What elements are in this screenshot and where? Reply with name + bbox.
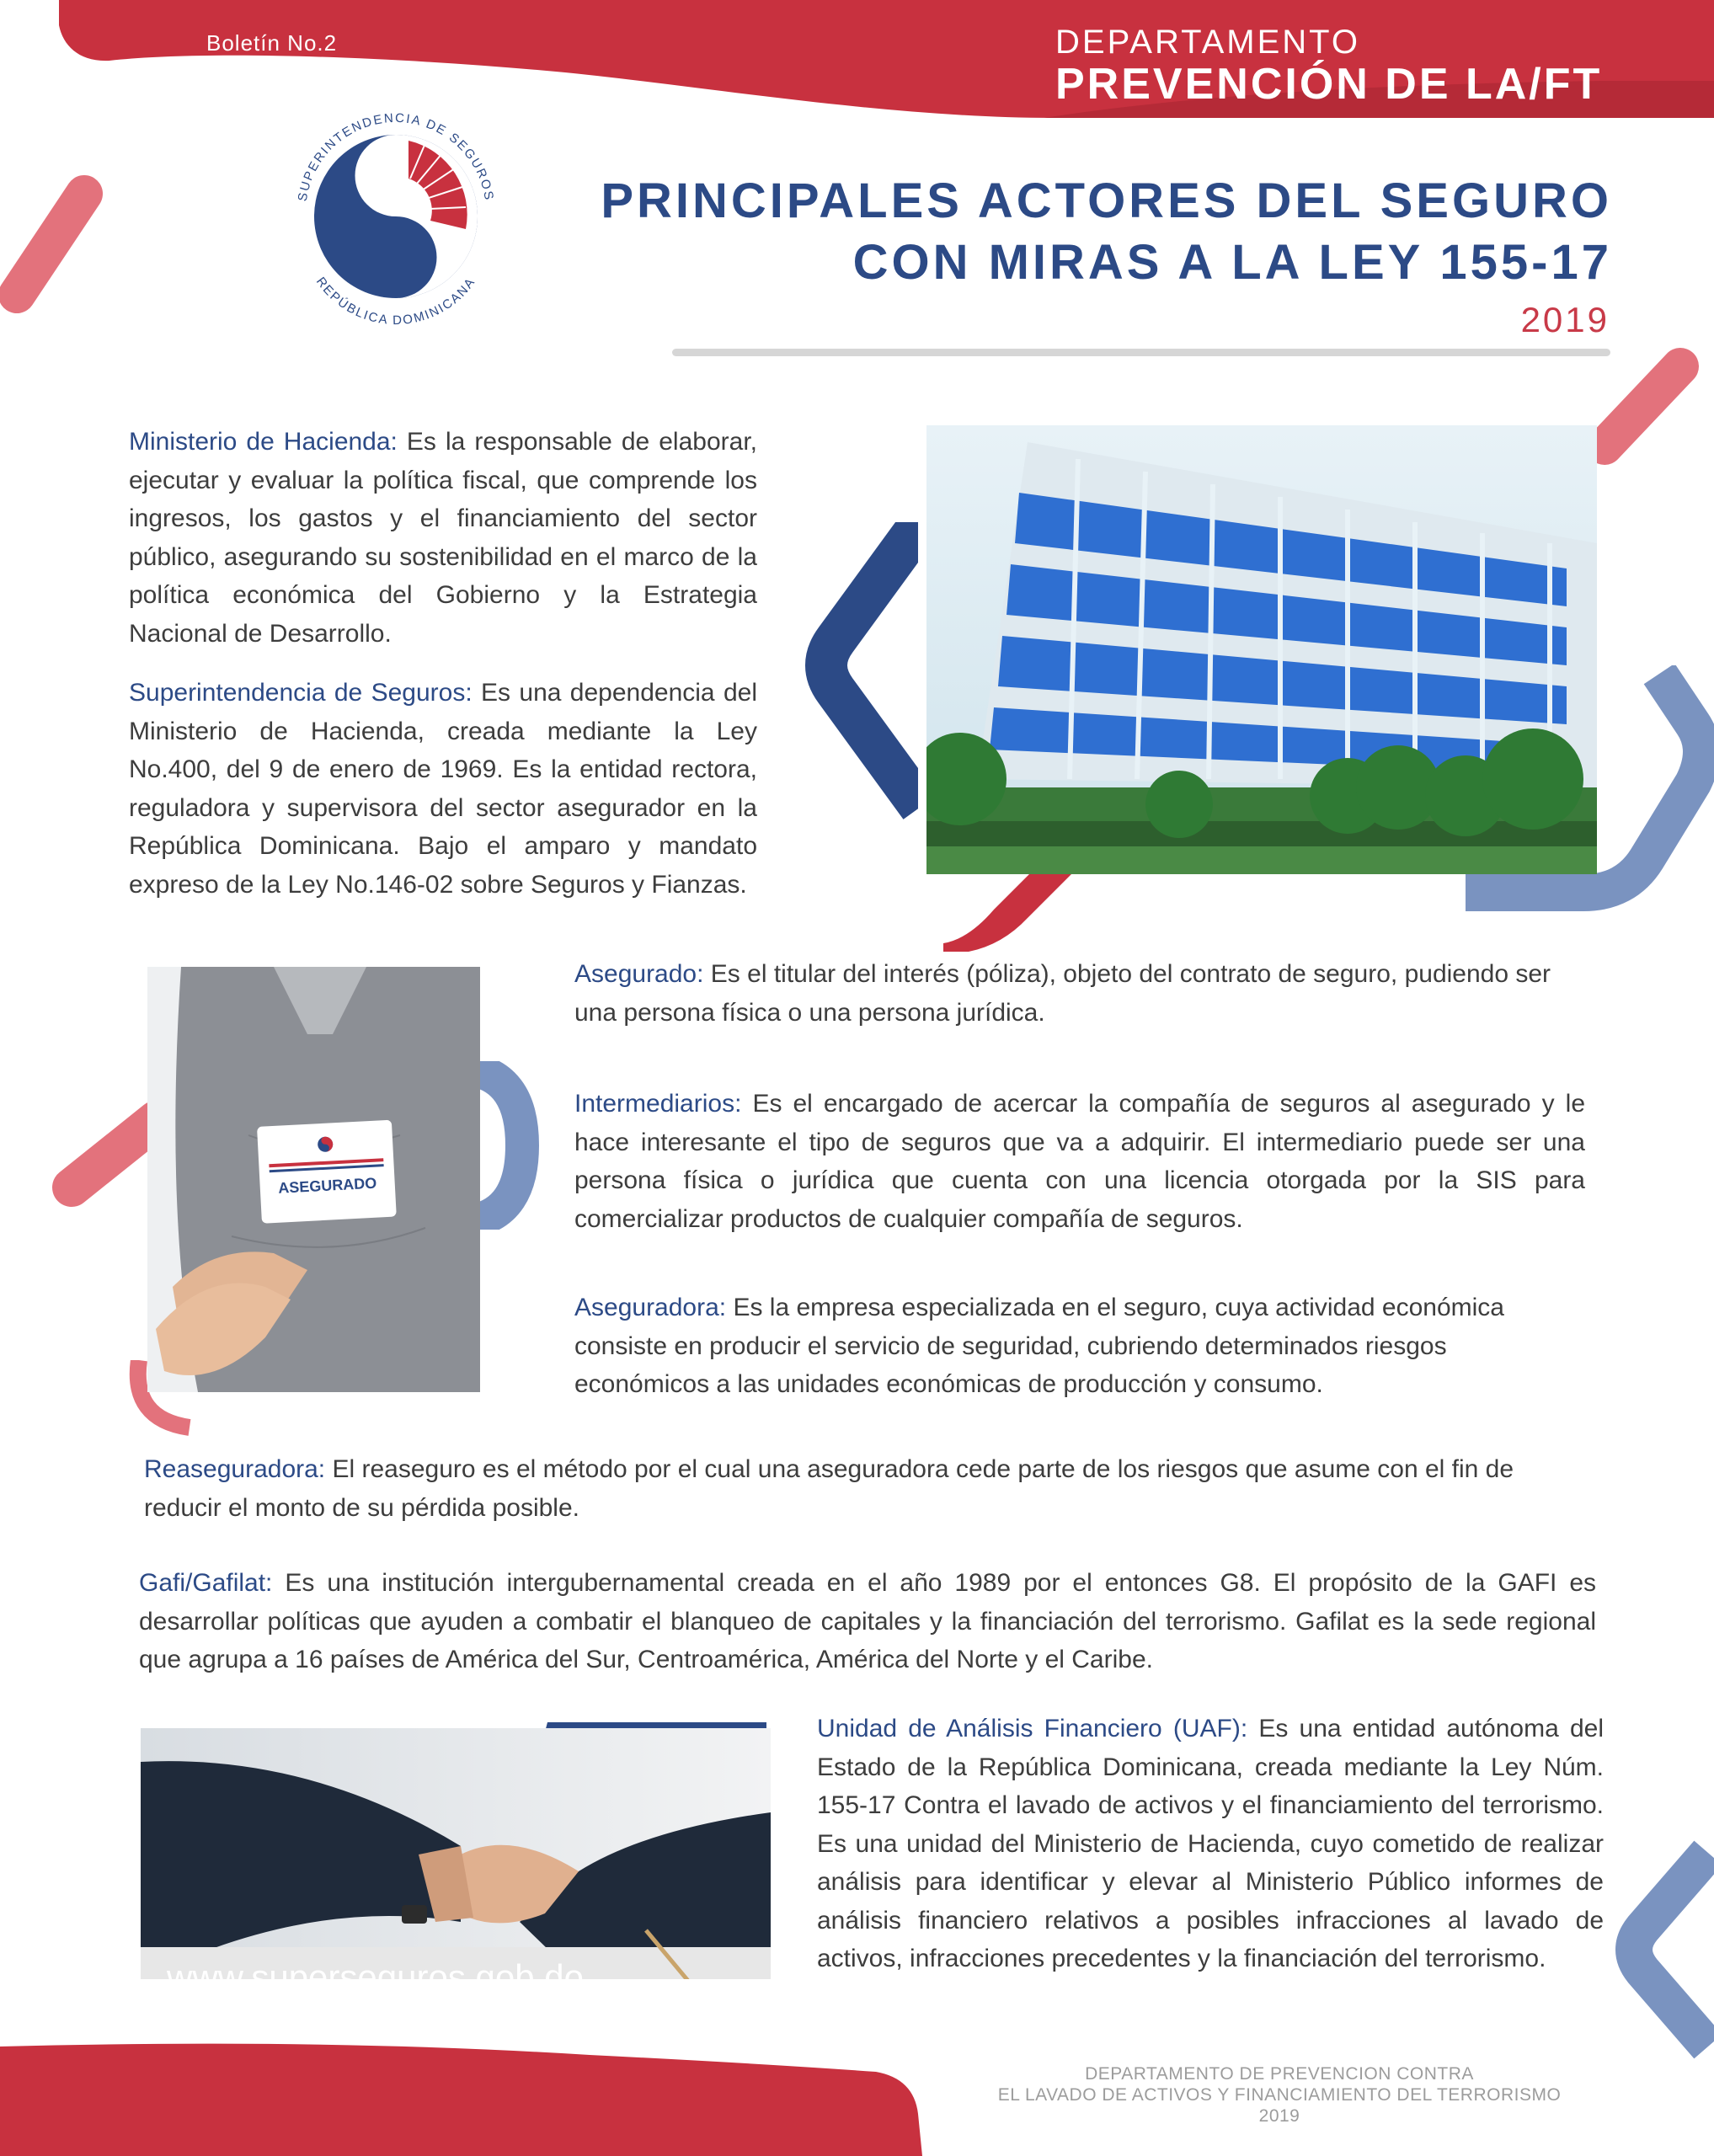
- deco-red-stroke-left: [0, 168, 109, 320]
- footer-org-line1: DEPARTAMENTO DE PREVENCION CONTRA: [1085, 2064, 1474, 2084]
- handshake-photo: [141, 1728, 771, 1979]
- building-photo: [926, 425, 1597, 874]
- card-label: ASEGURADO: [277, 1174, 377, 1197]
- deco-blue-chevron-left: [792, 522, 918, 859]
- desc-asegurado: Es el titular del interés (póliza), objeto del contrato de seguro, pudiendo ser una persona física o una persona jurídica.: [574, 960, 1551, 1027]
- desc-aseguradora: Es la empresa especializada en el seguro, cuya actividad económica consiste en producir el servicio de seguridad, cubriendo determinados riesgos económicos a las unidades económicas de producción y consumo.: [574, 1294, 1504, 1398]
- section-gafi-gafilat: [139, 1564, 1596, 1679]
- desc-ministerio-hacienda: Es la responsable de elaborar, ejecutar y evaluar la política fiscal, que comprende los ingresos, los gastos y el financiamiento del sector público, asegurando su sostenibilidad en el marco de la política económica del Gobierno y la Estrategia Nacional de Desarrollo.: [129, 428, 757, 648]
- term-superintendencia: Superintendencia de Seguros:: [129, 679, 473, 707]
- desc-gafi-gafilat: Es una institución intergubernamental creada en el año 1989 por el entonces G8. El propósito de la GAFI es desarrollar políticas que ayuden a combatir el blanqueo de capitales y la financiación del terrorismo. Gafilat es la sede regional que agrupa a 16 países de América del Sur, Centroamérica, América del Norte y el Caribe.: [139, 1569, 1596, 1673]
- deco-blue-chevron-bottom-right: [1600, 1836, 1714, 2063]
- section-superintendencia: [129, 674, 757, 904]
- superintendencia-logo: [282, 94, 510, 339]
- term-aseguradora: Aseguradora:: [574, 1294, 727, 1321]
- section-uaf: [817, 1710, 1604, 1978]
- page-title-line2: CON MIRAS A LA LEY 155-17: [852, 235, 1612, 290]
- logo-bottom-text: REPÚBLICA DOMINICANA: [312, 275, 479, 328]
- footer-org-line3: 2019: [1258, 2106, 1300, 2126]
- deco-blue-chevron-card: [472, 1061, 547, 1230]
- page-title-year: 2019: [1520, 300, 1610, 339]
- footer-organization: [959, 2063, 1599, 2127]
- page-title-line1: PRINCIPALES ACTORES DEL SEGURO: [601, 173, 1612, 228]
- term-uaf: Unidad de Análisis Financiero (UAF):: [817, 1715, 1248, 1742]
- term-intermediarios: Intermediarios:: [574, 1090, 742, 1118]
- section-intermediarios: [574, 1085, 1585, 1238]
- section-asegurado: [574, 955, 1585, 1032]
- term-gafi-gafilat: Gafi/Gafilat:: [139, 1569, 273, 1597]
- insured-card-photo: [147, 967, 480, 1392]
- desc-intermediarios: Es el encargado de acercar la compañía de seguros al asegurado y le hace interesante el tipo de seguros que va a adquirir. El intermediario puede ser una persona física o jurídica que cuenta con una licencia otorgada por la SIS para comercializar productos de cualquier compañía de seguros.: [574, 1090, 1585, 1233]
- title-divider: [672, 349, 1610, 356]
- section-aseguradora: [574, 1289, 1585, 1404]
- section-reaseguradora: [144, 1450, 1593, 1527]
- desc-superintendencia: Es una dependencia del Ministerio de Hacienda, creada mediante la Ley No.400, del 9 de enero de 1969. Es la entidad rectora, reguladora y supervisora del sector asegurador en la República Dominicana. Bajo el amparo y mandato expreso de la Ley No.146-02 sobre Seguros y Fianzas.: [129, 679, 758, 899]
- footer-band: [0, 2038, 943, 2156]
- desc-uaf: Es una entidad autónoma del Estado de la República Dominicana, creada mediante la Ley Núm. 155-17 Contra el lavado de activos y el financiamiento del terrorismo. Es una unidad del Ministerio de Hacienda, cuyo cometido de realizar análisis para identificar y elevar al Ministerio Público informes de análisis financiero relativos a posibles infracciones al lavado de activos, infracciones precedentes y la financiación del terrorismo.: [817, 1715, 1604, 1972]
- desc-reaseguradora: El reaseguro es el método por el cual una aseguradora cede parte de los riesgos que asume con el fin de reducir el monto de su pérdida posible.: [144, 1455, 1514, 1522]
- term-asegurado: Asegurado:: [574, 960, 704, 988]
- term-reaseguradora: Reaseguradora:: [144, 1455, 326, 1483]
- logo-top-text: SUPERINTENDENCIA DE SEGUROS: [295, 110, 497, 203]
- department-name: PREVENCIÓN DE LA/FT: [1055, 60, 1603, 109]
- footer-website-link[interactable]: www.superseguros.gob.do: [167, 1957, 584, 1997]
- bulletin-number: Boletín No.2: [206, 30, 338, 56]
- deco-red-swoosh-building: [943, 867, 1078, 952]
- term-ministerio-hacienda: Ministerio de Hacienda:: [129, 428, 398, 456]
- footer-org-line2: EL LAVADO DE ACTIVOS Y FINANCIAMIENTO DEL TERRORISMO: [997, 2085, 1562, 2105]
- department-label: DEPARTAMENTO: [1055, 24, 1360, 61]
- section-ministerio-hacienda: [129, 423, 757, 653]
